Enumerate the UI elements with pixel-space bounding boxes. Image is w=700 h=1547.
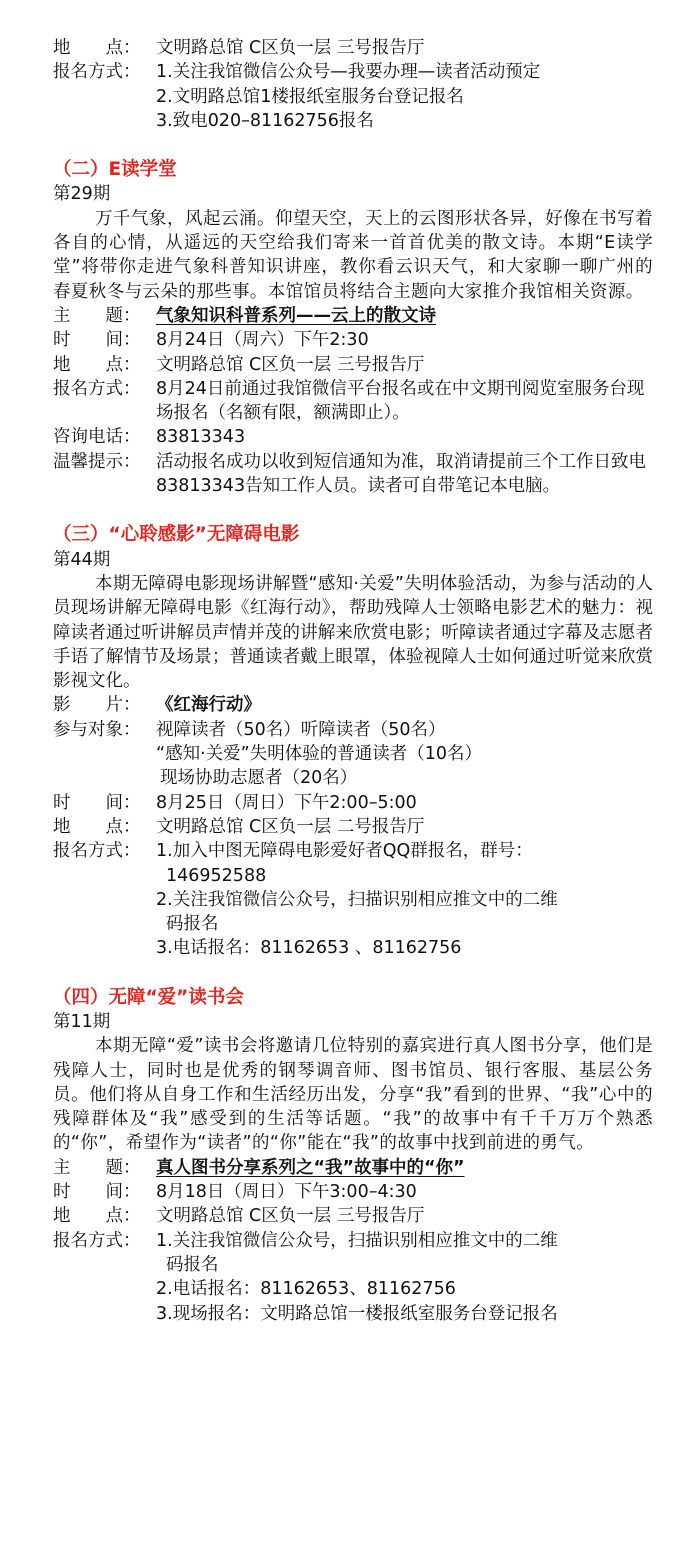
section-title: （四）无障“爱”读书会 [53, 986, 244, 1008]
place-row [53, 36, 653, 60]
signup-label: 报名方式： [53, 1230, 141, 1251]
place-label: 地 点： [53, 816, 141, 837]
issue-number: 第11期 [53, 1011, 111, 1032]
time-label: 时 间： [53, 330, 141, 351]
qq-group-number: 146952588 [166, 865, 267, 886]
place-value: 文明路总馆 C区负一层 二号报告厅 [156, 816, 425, 837]
topic-label: 主 题： [53, 1157, 141, 1178]
signup-item: 3.现场报名：文明路总馆一楼报纸室服务台登记报名 [156, 1303, 558, 1324]
phone-label: 咨询电话： [53, 427, 141, 448]
signup-row [53, 60, 653, 133]
signup-label: 报名方式： [53, 841, 141, 862]
film-value: 《红海行动》 [156, 695, 261, 716]
signup-row [53, 839, 653, 960]
signup-value: 8月24日前通过我馆微信平台报名或在中文期刊阅览室服务台现场报名（名额有限，额满即止）。 [156, 378, 645, 424]
time-value: 8月25日（周日）下午2:00–5:00 [156, 792, 417, 813]
place-value: 文明路总馆 C区负一层 三号报告厅 [156, 354, 425, 375]
signup-item: 3.致电020–81162756报名 [156, 110, 374, 131]
audience-label: 参与对象： [53, 719, 141, 740]
signup-values [156, 839, 653, 960]
tip-value: 活动报名成功以收到短信通知为准，取消请提前三个工作日致电83813343告知工作人员。读者可自带笔记本电脑。 [156, 451, 646, 497]
issue-number: 第29期 [53, 184, 111, 205]
audience-row [53, 718, 653, 791]
phone-value: 83813343 [156, 427, 246, 448]
topic-value: 气象知识科普系列——云上的散文诗 [156, 305, 436, 326]
time-value: 8月18日（周日）下午3:00–4:30 [156, 1182, 417, 1203]
film-label: 影 片： [53, 695, 141, 716]
topic-row [53, 1156, 653, 1180]
section-book-club [53, 986, 653, 1326]
signup-row [53, 1229, 653, 1326]
signup-item: 1.加入中图无障碍电影爱好者QQ群报名，群号： [156, 841, 533, 862]
time-row [53, 791, 653, 815]
document-page [53, 36, 653, 1326]
signup-item: 1.关注我馆微信公众号，扫描识别相应推文中的二维 [156, 1230, 558, 1251]
audience-item: 视障读者（50名）听障读者（50名） [156, 719, 446, 740]
signup-item: 2.关注我馆微信公众号，扫描识别相应推文中的二维 [156, 889, 558, 910]
place-row [53, 815, 653, 839]
film-row [53, 693, 653, 717]
audience-item: 现场协助志愿者（20名） [160, 768, 358, 789]
signup-item-cont: 码报名 [166, 914, 219, 935]
place-value: 文明路总馆 C区负一层 三号报告厅 [156, 38, 425, 58]
topic-label: 主 题： [53, 305, 141, 326]
time-row [53, 1180, 653, 1204]
place-row [53, 353, 653, 377]
place-value: 文明路总馆 C区负一层 三号报告厅 [156, 1206, 425, 1227]
section-title: （三）“心聆感影”无障碍电影 [53, 524, 300, 546]
topic-value: 真人图书分享系列之“我”故事中的“你” [156, 1157, 465, 1178]
signup-row [53, 377, 653, 426]
tip-row [53, 450, 653, 499]
section-paragraph: 本期无障碍电影现场讲解暨“感知·关爱”失明体验活动，为参与活动的人员现场讲解无障碍电影《红海行动》，帮助残障人士领略电影艺术的魅力：视障读者通过听讲解员声情并茂的讲解来欣赏电影；听障读者通过字幕及志愿者手语了解情节及场景；普通读者戴上眼罩，体验视障人士如何通过听觉来欣赏影视文化。 [53, 573, 653, 692]
signup-item-cont: 码报名 [166, 1254, 219, 1275]
section-title: （二）E读学堂 [53, 159, 177, 181]
signup-item: 2.文明路总馆1楼报纸室服务台登记报名 [156, 86, 464, 107]
place-label: 地 点： [53, 1206, 141, 1227]
section-paragraph: 本期无障“爱”读书会将邀请几位特别的嘉宾进行真人图书分享，他们是残障人士，同时也是优秀的钢琴调音师、图书馆员、银行客服、基层公务员。他们将从自身工作和生活经历出发，分享“我”看到的世界、“我”心中的残障群体及“我”感受到的生活等话题。“我”的故事中有千千万万个熟悉的“你”，希望作为“读者”的“你”能在“我”的故事中找到前进的勇气。 [53, 1036, 653, 1154]
tip-label: 温馨提示： [53, 451, 141, 472]
signup-item: 2.电话报名：81162653、81162756 [156, 1279, 456, 1300]
signup-label: 报名方式： [53, 378, 141, 399]
audience-item: “感知·关爱”失明体验的普通读者（10名） [156, 744, 482, 765]
section-accessible-film [53, 523, 653, 960]
signup-item: 3.电话报名：81162653 、81162756 [156, 938, 462, 959]
signup-label: 报名方式： [53, 62, 141, 83]
signup-values [156, 1229, 653, 1326]
place-row [53, 1204, 653, 1228]
time-value: 8月24日（周六）下午2:30 [156, 330, 369, 351]
signup-item: 1.关注我馆微信公众号—我要办理—读者活动预定 [156, 62, 541, 83]
section-paragraph: 万千气象，风起云涌。仰望天空，天上的云图形状各异，好像在书写着各自的心情，从遥远的天空给我们寄来一首首优美的散文诗。本期“E读学堂”将带你走进气象科普知识讲座，教你看云识天气，和大家聊一聊广州的春夏秋冬与云朵的那些事。本馆馆员将结合主题向大家推介我馆相关资源。 [53, 208, 653, 302]
time-row [53, 328, 653, 352]
top-info [53, 36, 653, 133]
place-label: 地 点： [53, 354, 141, 375]
topic-row [53, 304, 653, 328]
phone-row [53, 425, 653, 449]
signup-values [156, 60, 653, 133]
section-e-reading [53, 158, 653, 498]
issue-number: 第44期 [53, 549, 111, 570]
place-label: 地 点： [53, 38, 141, 58]
audience-values [156, 718, 653, 791]
time-label: 时 间： [53, 1182, 141, 1203]
time-label: 时 间： [53, 792, 141, 813]
